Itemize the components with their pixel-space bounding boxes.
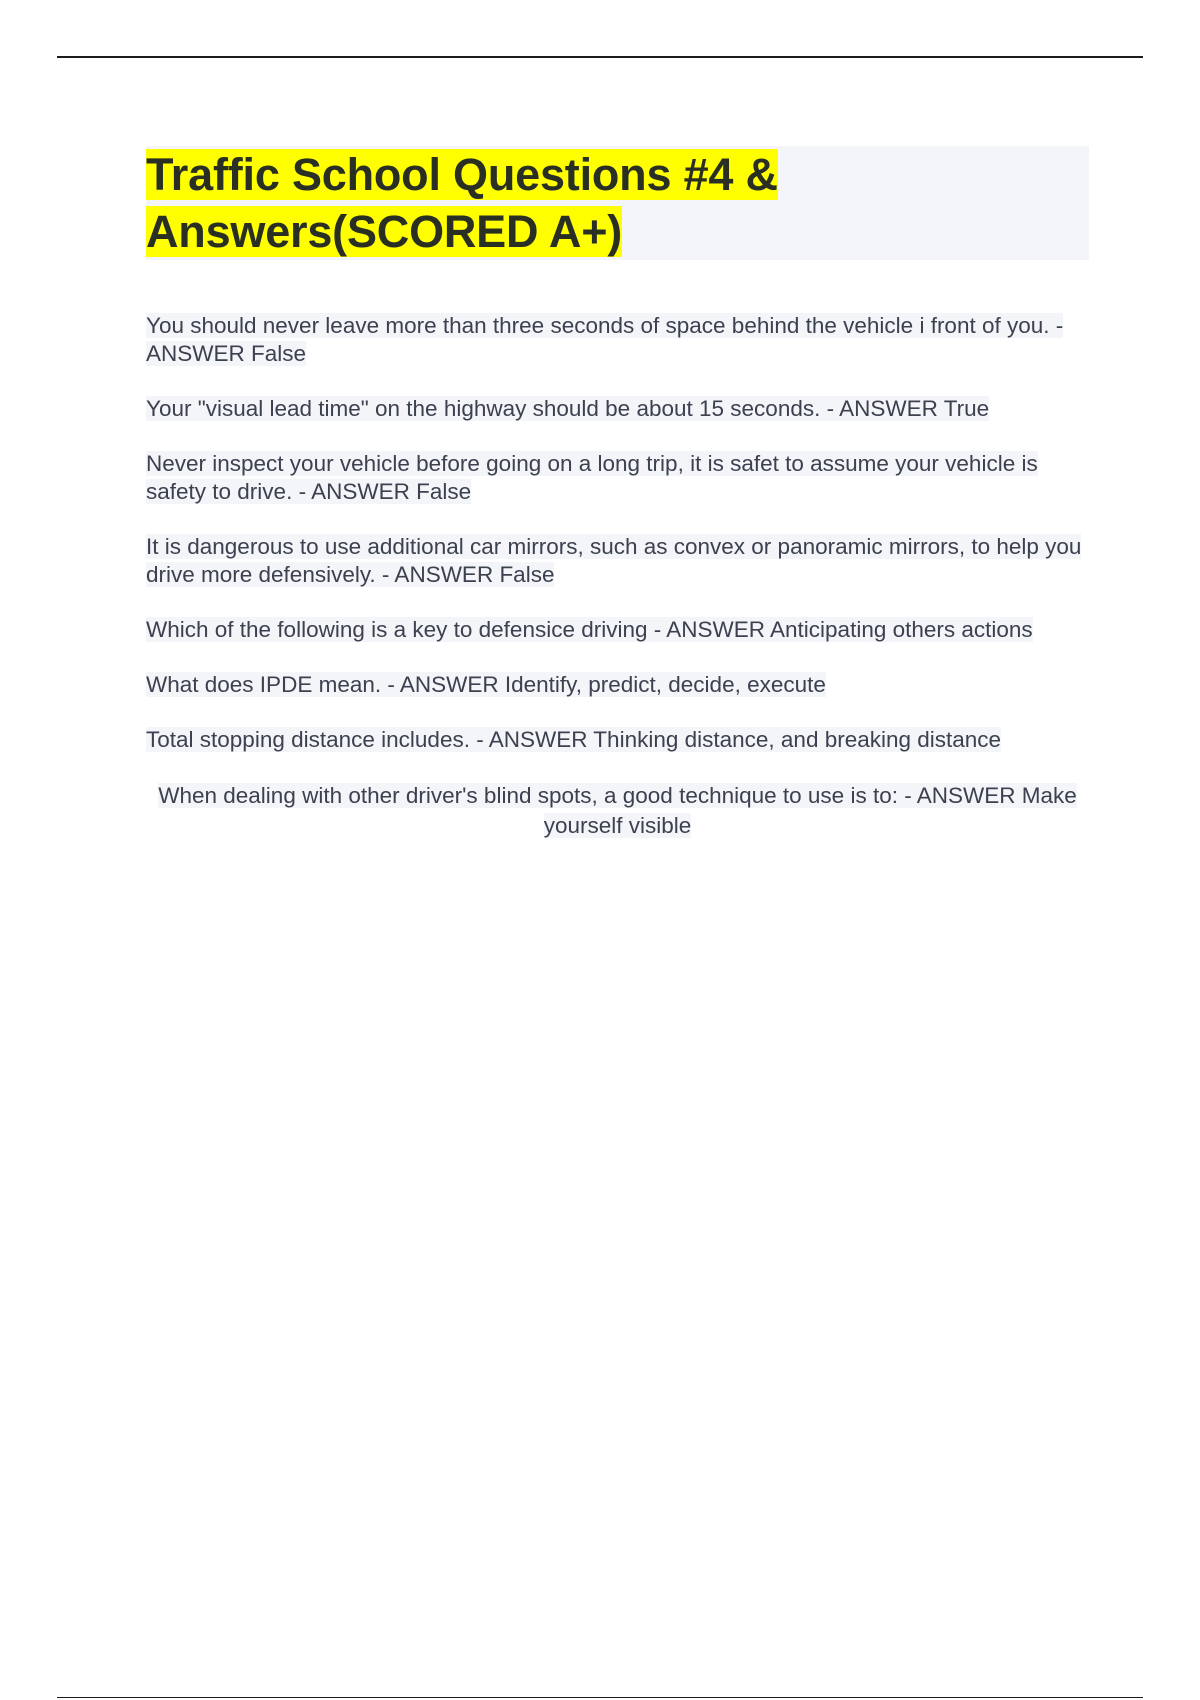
qa-item-4 [146, 533, 1089, 589]
qa-item-text: Never inspect your vehicle before going on a long trip, it is safet to assume your vehicle is safety to drive. - ANSWER False [146, 451, 1038, 504]
qa-item-2 [146, 395, 1089, 423]
qa-item-6 [146, 671, 1089, 699]
qa-item-7 [146, 726, 1089, 754]
title-line-1: Traffic School Questions #4 & [146, 149, 778, 200]
qa-item-5 [146, 616, 1089, 644]
document-title [146, 146, 1089, 260]
qa-item-3 [146, 450, 1089, 506]
qa-item-text: Total stopping distance includes. - ANSWER Thinking distance, and breaking distance [146, 727, 1002, 752]
bottom-rule [57, 1697, 1143, 1698]
qa-item-text: What does IPDE mean. - ANSWER Identify, predict, decide, execute [146, 672, 826, 697]
document-body [146, 146, 1089, 868]
title-line-2: Answers(SCORED A+) [146, 206, 623, 257]
qa-item-text: Which of the following is a key to defensice driving - ANSWER Anticipating others actions [146, 617, 1033, 642]
qa-item-text: When dealing with other driver's blind spots, a good technique to use is to: - ANSWER Make yourself visible [158, 783, 1077, 838]
qa-item-text: It is dangerous to use additional car mirrors, such as convex or panoramic mirrors, to help you drive more defensively. - ANSWER False [146, 534, 1082, 587]
qa-item-8 [146, 781, 1089, 841]
qa-item-1 [146, 312, 1089, 368]
qa-item-text: You should never leave more than three seconds of space behind the vehicle i front of you. - ANSWER False [146, 313, 1064, 366]
title-block [146, 146, 1089, 260]
top-rule [57, 56, 1143, 58]
qa-item-text: Your "visual lead time" on the highway should be about 15 seconds. - ANSWER True [146, 396, 990, 421]
